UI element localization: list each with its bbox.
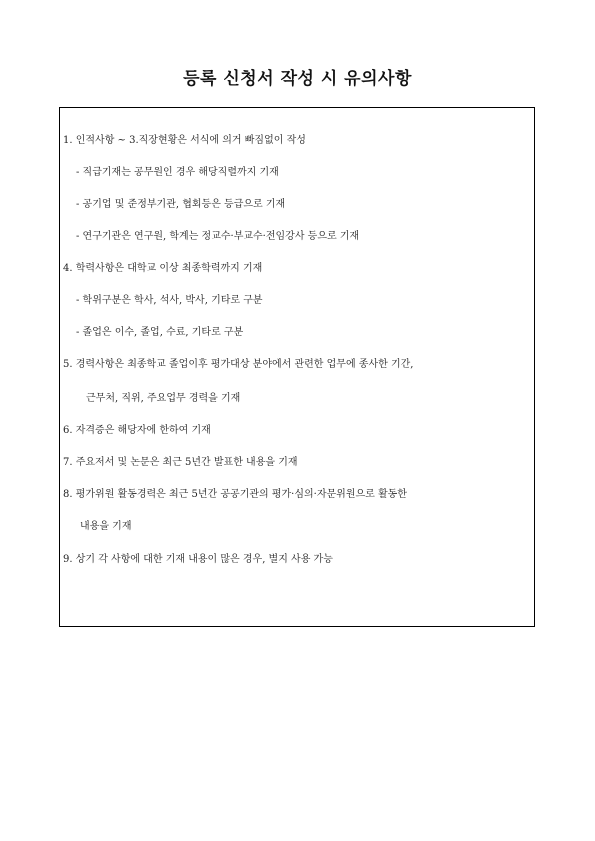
note-line: - 연구기관은 연구원, 학계는 정교수·부교수·전임강사 등으로 기재 bbox=[76, 231, 360, 242]
page-title: 등록 신청서 작성 시 유의사항 bbox=[183, 69, 412, 89]
note-line: 4. 학력사항은 대학교 이상 최종학력까지 기재 bbox=[63, 263, 263, 274]
note-line: 5. 경력사항은 최종학교 졸업이후 평가대상 분야에서 관련한 업무에 종사한 기간, bbox=[63, 359, 414, 370]
note-line: 1. 인적사항 ~ 3.직장현황은 서식에 의거 빠짐없이 작성 bbox=[63, 135, 306, 146]
note-line: 근무처, 직위, 주요업무 경력을 기재 bbox=[86, 393, 241, 404]
note-line: - 직급기재는 공무원인 경우 해당직렬까지 기재 bbox=[76, 167, 279, 178]
note-line: - 졸업은 이수, 졸업, 수료, 기타로 구분 bbox=[76, 327, 244, 338]
note-line: 6. 자격증은 해당자에 한하여 기재 bbox=[63, 425, 211, 436]
note-line: - 공기업 및 준정부기관, 협회등은 등급으로 기재 bbox=[76, 199, 286, 210]
note-line: 9. 상기 각 사항에 대한 기재 내용이 많은 경우, 별지 사용 가능 bbox=[63, 554, 333, 565]
note-line: - 학위구분은 학사, 석사, 박사, 기타로 구분 bbox=[76, 295, 263, 306]
note-line: 내용을 기재 bbox=[80, 521, 132, 532]
note-line: 7. 주요저서 및 논문은 최근 5년간 발표한 내용을 기재 bbox=[63, 457, 298, 468]
note-line: 8. 평가위원 활동경력은 최근 5년간 공공기관의 평가·심의·자문위원으로 활동한 bbox=[63, 489, 407, 500]
